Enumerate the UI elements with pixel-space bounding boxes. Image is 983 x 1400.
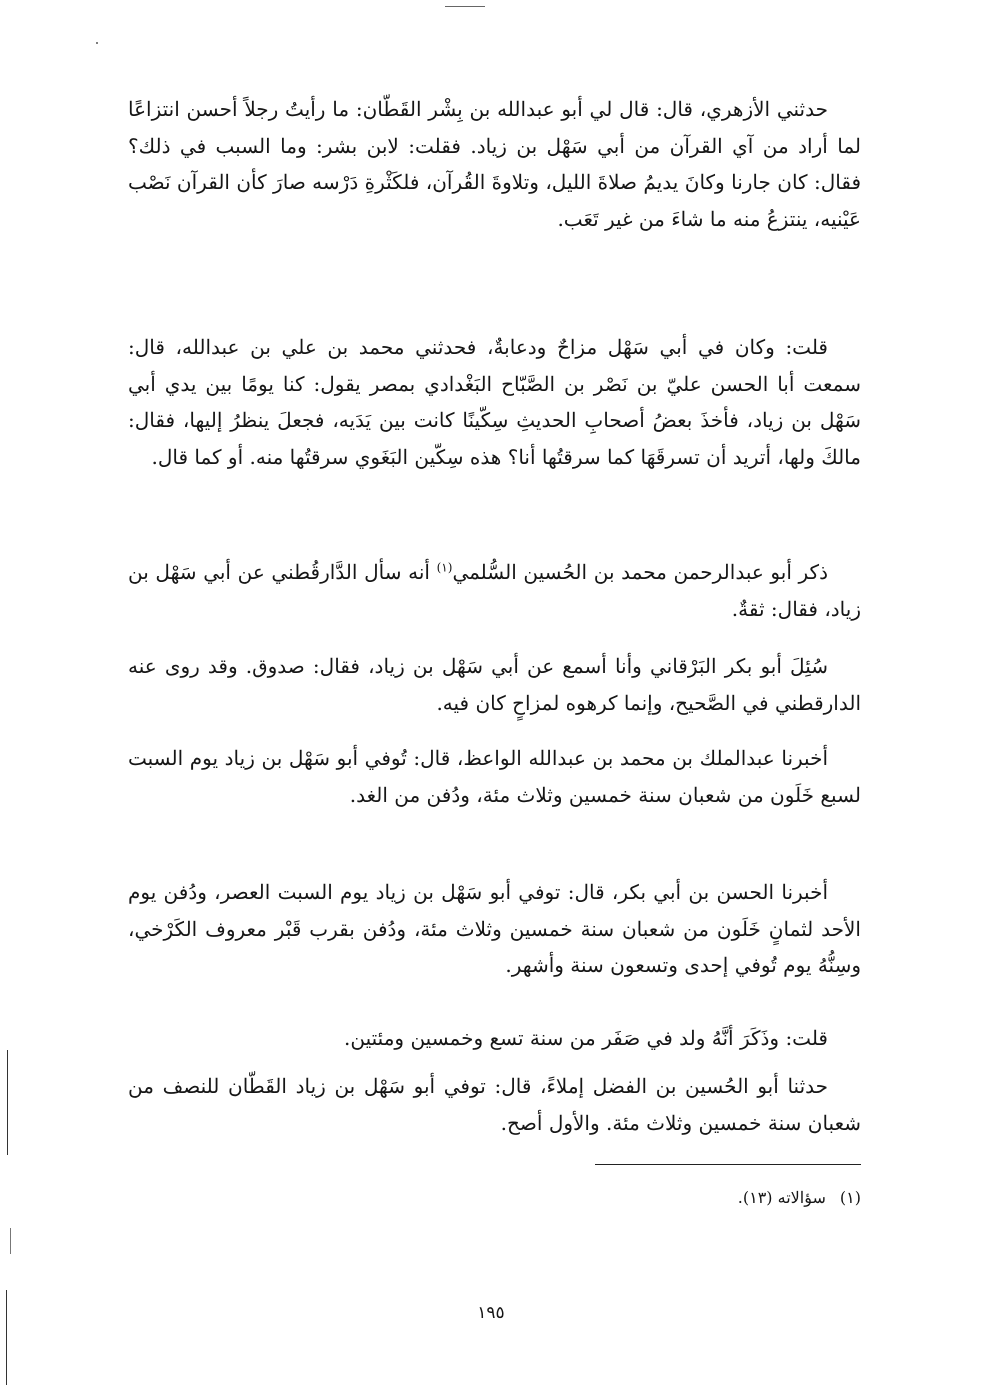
scan-edge-line: [10, 1228, 11, 1254]
paragraph-6: أخبرنا الحسن بن أبي بكر، قال: توفي أبو سَهْل بن زياد يوم السبت العصر، ودُفن يوم الأحد لثمانٍ خَلَون من شعبان سنة خمسين وثلاث مئة، ودُفن بقرب قَبْر معروف الكَرْخي، وسِنُّهُ يوم تُوفي إحدى وتسعون سنة وأشهر.: [128, 880, 861, 977]
paragraph-5: أخبرنا عبدالملك بن محمد بن عبدالله الواعظ، قال: تُوفي أبو سَهْل بن زياد يوم السبت لسبع خَلَون من شعبان سنة خمسين وثلاث مئة، ودُفن من الغد.: [128, 746, 861, 807]
footnote: [161, 1186, 861, 1210]
paragraph-8: حدثنا أبو الحُسين بن الفضل إملاءً، قال: توفي أبو سَهْل بن زياد القَطّان للنصف من شعبان سنة خمسين وثلاث مئة. والأول أصح.: [128, 1074, 861, 1135]
paragraph-3-text-continued: أنه سأل الدَّارقُطني عن أبي سَهْل بن زياد، فقال: ثقةٌ.: [128, 560, 861, 621]
page-number: ١٩٥: [477, 1303, 505, 1323]
footnote-reference[interactable]: (١): [436, 560, 453, 575]
top-rule: [445, 6, 485, 7]
paragraph-3: [128, 554, 861, 627]
paragraph-1: حدثني الأزهري، قال: قال لي أبو عبدالله بن بِشْر القَطّان: ما رأيتُ رجلاً أحسن انتزاعًا لما أراد من آي القرآن من أبي سَهْل بن زياد. فقلت: لابن بشر: وما السبب في ذلك؟ فقال: كان جارنا وكانَ يديمُ صلاةَ الليل، وتلاوةَ القُرآن، فلكَثْرةِ دَرْسه صارَ كأن القرآن نَصْب عَيْنيه، ينتزعُ منه ما شاءَ من غير تَعَب.: [128, 97, 861, 231]
scan-dot: [96, 42, 98, 44]
paragraph-7: قلت: وذَكَرَ أنَّهُ ولد في صَفَر من سنة تسع وخمسين ومئتين.: [344, 1026, 828, 1050]
paragraph-3-text: ذكر أبو عبدالرحمن محمد بن الحُسين السُّلمي: [452, 560, 828, 584]
scan-edge-line: [6, 1290, 7, 1385]
paragraph-4: سُئِلَ أبو بكر البَرْقاني وأنا أسمع عن أبي سَهْل بن زياد، فقال: صدوق. وقد روى عنه الدارقطني في الصَّحيح، وإنما كرهوه لمزاحٍ كان فيه.: [128, 654, 861, 715]
paragraph-2: قلت: وكان في أبي سَهْل مزاحٌ ودعابةٌ، فحدثني محمد بن علي بن عبدالله، قال: سمعت أبا الحسن عليّ بن نَصْر بن الصَّبّاح البَغْدادي بمصر يقول: كنا يومًا بين يدي أبي سَهْل بن زياد، فأخذَ بعضُ أصحابِ الحديثِ سِكّينًا كانت بين يَدَيه، فجعلَ ينظرُ إليها، فقال: مالكَ ولها، أتريد أن تسرقَهَا كما سرقتُها أنا؟ هذه سِكّين البَغَوي سرقتُها منه. أو كما قال.: [128, 335, 861, 469]
footnote-number: (١): [839, 1188, 861, 1207]
footnote-divider: [595, 1164, 861, 1165]
footnote-text: سؤالاته (١٣).: [737, 1188, 826, 1207]
scan-edge-line: [7, 1050, 8, 1155]
